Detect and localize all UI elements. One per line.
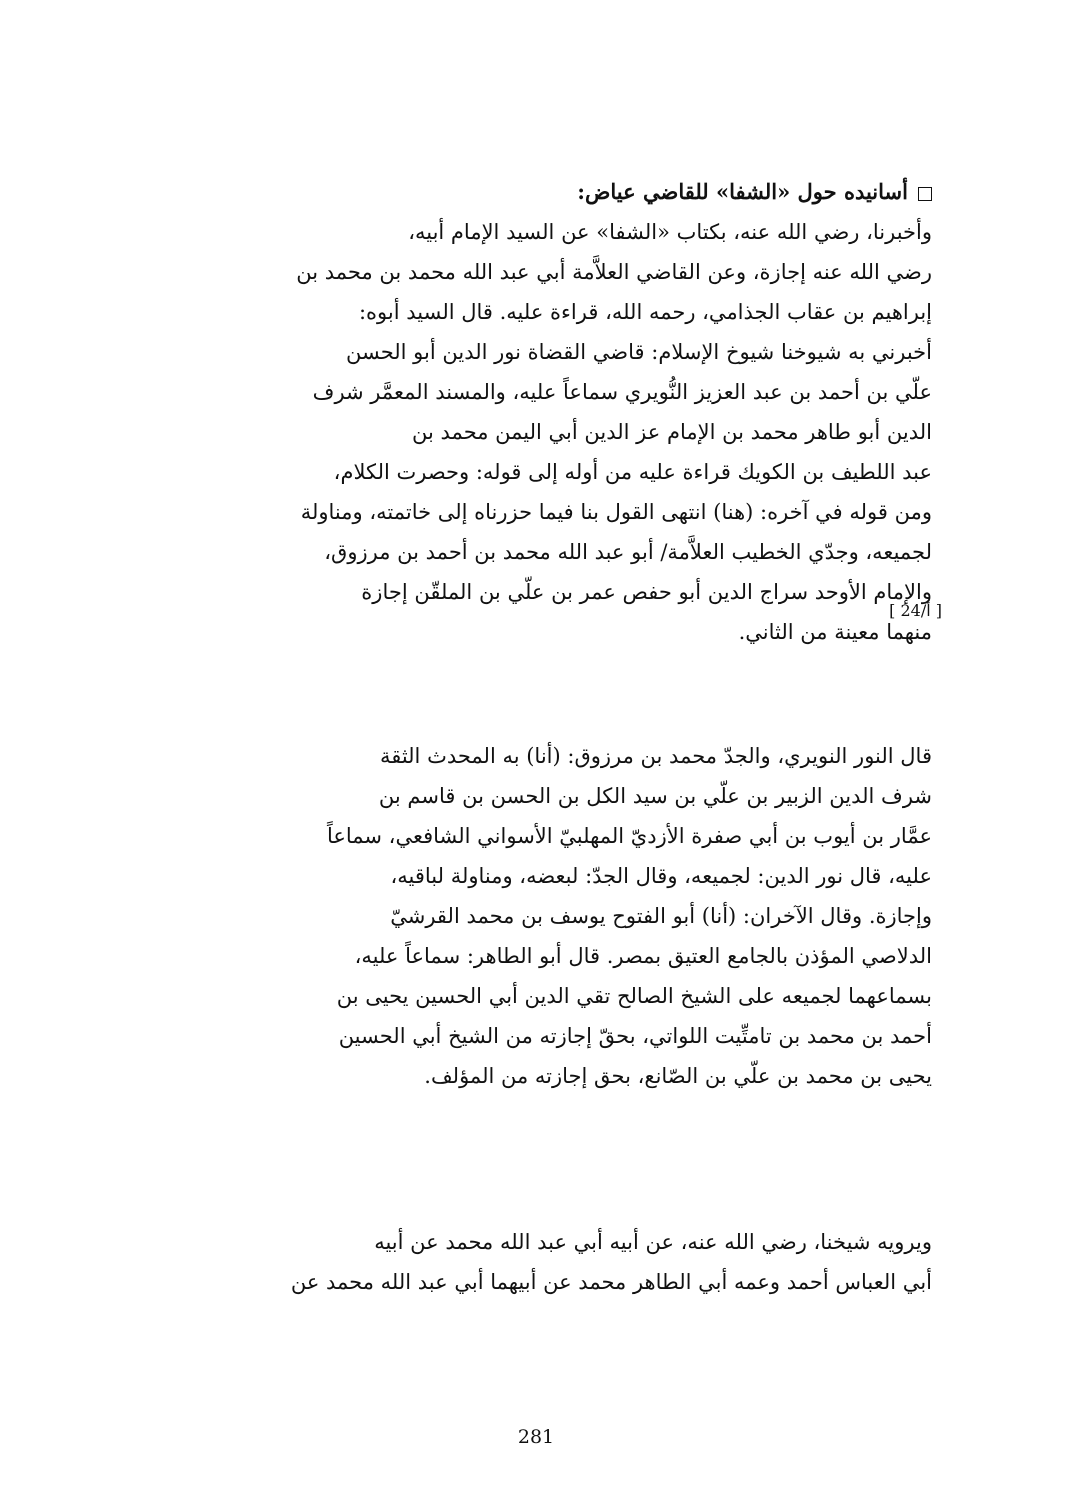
paragraph-1	[186, 212, 932, 652]
text-line: عليه، قال نور الدين: لجميعه، وقال الجدّ: لبعضه، ومناولة لباقيه،	[390, 864, 932, 888]
page-number: 281	[517, 1426, 555, 1448]
margin-folio-note: [ 24/أ ]	[889, 601, 942, 620]
text-line: إبراهيم بن عقاب الجذامي، رحمه الله، قراءة عليه. قال السيد أبوه:	[358, 300, 932, 324]
text-line: عمَّار بن أيوب بن أبي صفرة الأزديّ المهلبيّ الأسواني الشافعي، سماعاً	[326, 824, 932, 848]
text-line: الدين أبو طاهر محمد بن الإمام عز الدين أبي اليمن محمد بن	[412, 420, 932, 444]
text-line: والإمام الأوحد سراج الدين أبو حفص عمر بن علّي بن الملقّن إجازة	[361, 580, 932, 604]
text-line: يحيى بن محمد بن علّي بن الصّانع، بحق إجازته من المؤلف.	[424, 1064, 932, 1088]
text-line: قال النور النويري، والجدّ محمد بن مرزوق: (أنا) به المحدث الثقة	[379, 744, 932, 768]
text-line: أحمد بن محمد بن تامتِّيت اللواتي، بحقّ إجازته من الشيخ أبي الحسين	[338, 1024, 932, 1048]
text-line: أخبرني به شيوخنا شيوخ الإسلام: قاضي القضاة نور الدين أبو الحسن	[346, 340, 932, 364]
paragraph-3	[186, 1222, 932, 1302]
square-bullet-icon	[918, 187, 932, 201]
text-line: عبد اللطيف بن الكويك قراءة عليه من أوله إلى قوله: وحصرت الكلام،	[333, 460, 932, 484]
text-line: الدلاصي المؤذن بالجامع العتيق بمصر. قال أبو الطاهر: سماعاً عليه،	[354, 944, 932, 968]
text-line: بسماعهما لجميعه على الشيخ الصالح تقي الدين أبي الحسين يحيى بن	[336, 984, 932, 1008]
text-line: ويرويه شيخنا، رضي الله عنه، عن أبيه أبي عبد الله محمد عن أبيه	[374, 1230, 932, 1254]
text-line: وإجازة. وقال الآخران: (أنا) أبو الفتوح يوسف بن محمد القرشيّ	[390, 904, 932, 928]
text-line: علّي بن أحمد بن عبد العزيز النُّويري سماعاً عليه، والمسند المعمَّر شرف	[312, 380, 932, 404]
text-line: وأخبرنا، رضي الله عنه، بكتاب «الشفا» عن السيد الإمام أبيه،	[408, 220, 932, 244]
text-line: أبي العباس أحمد وعمه أبي الطاهر محمد عن أبيهما أبي عبد الله محمد عن	[290, 1270, 932, 1294]
text-line: رضي الله عنه إجازة، وعن القاضي العلاَّمة أبي عبد الله محمد بن محمد بن	[296, 260, 932, 284]
section-heading: أسانيده حول «الشفا» للقاضي عياض:	[186, 172, 932, 212]
text-line: لجميعه، وجدّي الخطيب العلاَّمة/ أبو عبد الله محمد بن أحمد بن مرزوق،	[324, 540, 932, 564]
text-line: شرف الدين الزبير بن علّي بن سيد الكل بن الحسن بن قاسم بن	[378, 784, 932, 808]
text-line: منهما معينة من الثاني.	[738, 620, 932, 644]
paragraph-2	[186, 736, 932, 1096]
section-heading-block	[186, 172, 932, 212]
text-line: ومن قوله في آخره: (هنا) انتهى القول بنا فيما حزرناه إلى خاتمته، ومناولة	[300, 500, 932, 524]
